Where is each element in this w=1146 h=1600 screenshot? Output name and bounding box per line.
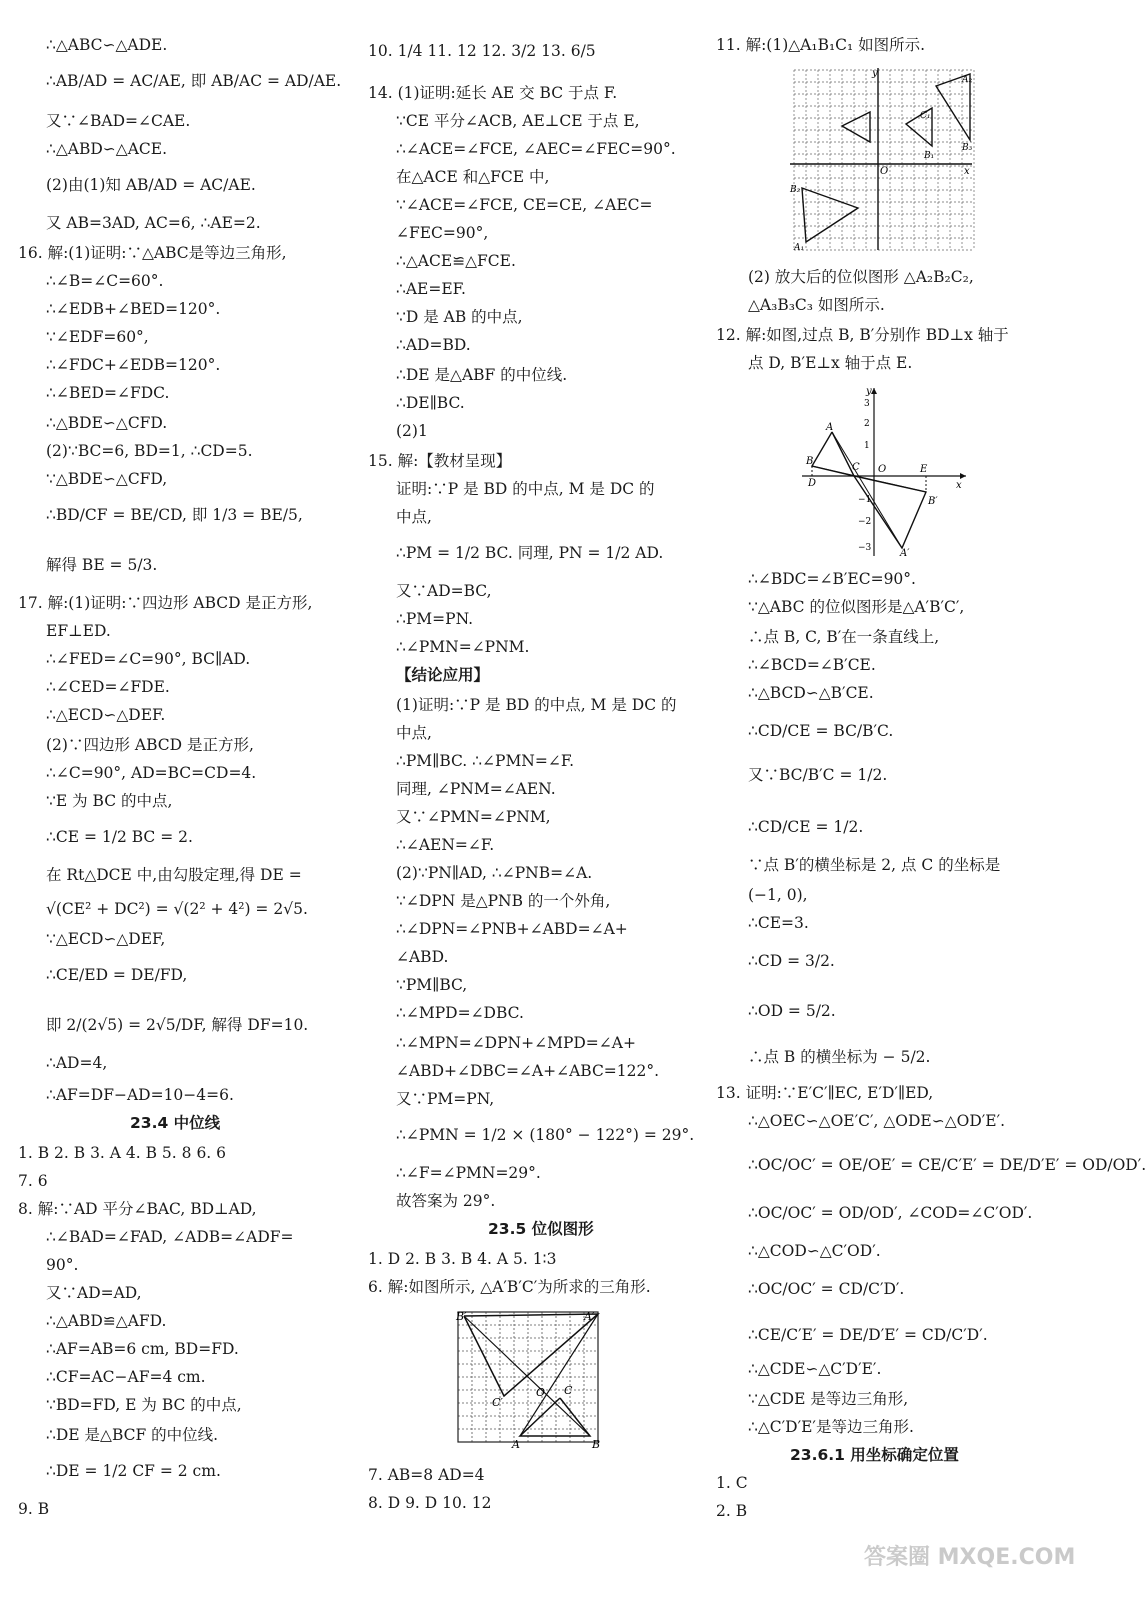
answer-line: 又∵PM=PN, [396,1090,495,1108]
answer-line: ∴∠CED=∠FDE. [46,678,170,696]
answer-line: ∴CD/CE = 1/2. [748,818,864,836]
answer-line: ∵∠EDF=60°, [46,328,149,346]
answer-line: ∠ABD+∠DBC=∠A+∠ABC=122°. [396,1062,660,1080]
answer-line: 又∵∠BAD=∠CAE. [46,112,191,130]
answer-line: ∴PM = 1/2 BC. 同理, PN = 1/2 AD. [396,544,664,562]
fig6-label: B′ [456,1310,467,1323]
answer-line: 6. 解:如图所示, △A′B′C′为所求的三角形. [368,1278,651,1296]
answer-line: ∴∠B=∠C=60°. [46,272,164,290]
fig12-label: C [852,462,860,473]
answer-line: ∴∠EDB+∠BED=120°. [46,300,221,318]
answer-line: ∴∠ACE=∠FCE, ∠AEC=∠FEC=90°. [396,140,676,158]
answer-line: ∴OC/OC′ = OD/OD′, ∠COD=∠C′OD′. [748,1204,1033,1222]
answer-line: ∴△ECD∽△DEF. [46,706,166,724]
fig6-label: B [592,1438,601,1451]
fig6-label: O [536,1386,546,1399]
triangle-a-prime-b-prime-c-prime [464,1314,598,1396]
answer-line: ∴△ACE≌△FCE. [396,252,516,270]
section-heading: 23.5 位似图形 [488,1220,594,1238]
triangle-abc [520,1398,590,1436]
answer-line: ∵△ECD∽△DEF, [46,930,166,948]
section-heading: 23.6.1 用坐标确定位置 [790,1446,959,1464]
answer-line: ∵BD=FD, E 为 BC 的中点, [46,1396,242,1414]
answer-line: ∴∠FDC+∠EDB=120°. [46,356,221,374]
fig12-label: A [826,422,834,433]
answer-line: ∴AF=AB=6 cm, BD=FD. [46,1340,239,1358]
answer-line: ∴∠AEN=∠F. [396,836,495,854]
answer-line: 2. B [716,1502,748,1520]
answer-line: 故答案为 29°. [396,1192,496,1210]
answer-line: ∵△ABC 的位似图形是△A′B′C′, [748,598,965,616]
watermark-logo [860,1504,1076,1594]
answer-line: ∴△BCD∽△B′CE. [748,684,874,702]
figure-q12-axes [796,384,972,560]
answer-line: ∴点 B 的横坐标为 − 5/2. [748,1048,931,1066]
answer-line: ∴∠BED=∠FDC. [46,384,170,402]
answer-line: ∵PM∥BC, [396,976,468,994]
answer-line: ∴∠BDC=∠B′EC=90°. [748,570,916,588]
answer-line: ∵△BDE∽△CFD, [46,470,168,488]
answer-line: 【结论应用】 [396,666,490,684]
answer-line: EF⊥ED. [46,622,111,640]
answer-line: ∴DE 是△ABF 的中位线. [396,366,568,384]
answer-line: ∴CD/CE = BC/B′C. [748,722,894,740]
answer-line: ∴PM∥BC. ∴∠PMN=∠F. [396,752,575,770]
answer-line: ∴CD = 3/2. [748,952,835,970]
answer-line: ∵∠DPN 是△PNB 的一个外角, [396,892,611,910]
fig11-label: y [872,68,878,79]
answer-line: 1. C [716,1474,748,1492]
answer-line: ∴BD/CF = BE/CD, 即 1/3 = BE/5, [46,506,303,524]
answer-line: 16. 解:(1)证明:∵△ABC是等边三角形, [18,244,287,262]
answer-line: ∴∠DPN=∠PNB+∠ABD=∠A+ [396,920,628,938]
answer-line: ∴DE∥BC. [396,394,465,412]
answer-line: 17. 解:(1)证明:∵四边形 ABCD 是正方形, [18,594,313,612]
answer-line: ∴CE/C′E′ = DE/D′E′ = CD/C′D′. [748,1326,988,1344]
answer-line: 8. 解:∵AD 平分∠BAC, BD⊥AD, [18,1200,257,1218]
answer-line: ∴△ABD∽△ACE. [46,140,167,158]
answer-line: ∠FEC=90°, [396,224,489,242]
answer-line: ∴∠C=90°, AD=BC=CD=4. [46,764,257,782]
answer-line: ∵△CDE 是等边三角形, [748,1390,909,1408]
answer-line: 90°. [46,1256,79,1274]
answer-line: 即 2/(2√5) = 2√5/DF, 解得 DF=10. [46,1016,309,1034]
answer-line: ∵∠ACE=∠FCE, CE=CE, ∠AEC= [396,196,653,214]
answer-line: ∴OC/OC′ = CD/C′D′. [748,1280,905,1298]
fig12-label: −1 [858,495,872,505]
answer-line: (2) 放大后的位似图形 △A₂B₂C₂, [748,268,974,286]
answer-line: ∴DE = 1/2 CF = 2 cm. [46,1462,221,1480]
answer-line: 又∵BC/B′C = 1/2. [748,766,888,784]
answer-line: 又 AB=3AD, AC=6, ∴AE=2. [46,214,261,232]
answer-line: ∴△COD∽△C′OD′. [748,1242,881,1260]
answer-line: 7. 6 [18,1172,48,1190]
fig11-label: B₃ [962,143,973,153]
fig6-label: A′ [584,1310,595,1323]
answer-line: ∴CE/ED = DE/FD, [46,966,188,984]
answer-line: ∴△OEC∽△OE′C′, △ODE∽△OD′E′. [748,1112,1006,1130]
answer-line: 证明:∵P 是 BD 的中点, M 是 DC 的 [396,480,655,498]
answer-line: 15. 解:【教材呈现】 [368,452,512,470]
answer-line: 12. 解:如图,过点 B, B′分别作 BD⊥x 轴于 [716,326,1009,344]
answer-line: 中点, [396,508,432,526]
answer-line: ∴OD = 5/2. [748,1002,836,1020]
answer-line: (2)1 [396,422,428,440]
fig11-label: C₁ [920,111,931,121]
fig12-label: A′ [900,548,910,559]
answer-line: ∴AD=BD. [396,336,471,354]
answer-line: 7. AB=8 AD=4 [368,1466,485,1484]
answer-line: ∴CE=3. [748,914,809,932]
section-heading: 23.4 中位线 [130,1114,221,1132]
fig12-label: E [920,464,928,475]
answer-line: (2)∵BC=6, BD=1, ∴CD=5. [46,442,253,460]
answer-line: ∴AD=4, [46,1054,108,1072]
fig12-label: O [878,464,887,475]
answer-line: 中点, [396,724,432,742]
answer-line: 点 D, B′E⊥x 轴于点 E. [748,354,913,372]
answer-line: 1. D 2. B 3. B 4. A 5. 1∶3 [368,1250,557,1268]
answer-line: ∠ABD. [396,948,449,966]
answer-line: 9. B [18,1500,50,1518]
fig11-label: O [880,166,889,177]
answer-line: ∵点 B′的横坐标是 2, 点 C 的坐标是 [748,856,1001,874]
answer-line: 1. B 2. B 3. A 4. B 5. 8 6. 6 [18,1144,227,1162]
answer-line: ∵CE 平分∠ACB, AE⊥CE 于点 E, [396,112,640,130]
answer-line: ∴△BDE∽△CFD. [46,414,168,432]
answer-line: 又∵AD=BC, [396,582,492,600]
answer-line: 又∵AD=AD, [46,1284,142,1302]
fig12-label: 1 [864,441,870,451]
fig12-label: −2 [858,517,872,527]
answer-line: √(CE² + DC²) = √(2² + 4²) = 2√5. [46,900,308,918]
figure-q11-coordinate-grid [786,66,976,252]
answer-line: (2)∵PN∥AD, ∴∠PNB=∠A. [396,864,593,882]
answer-line: 在△ACE 和△FCE 中, [396,168,550,186]
answer-line: ∴CF=AC−AF=4 cm. [46,1368,206,1386]
answer-line: ∴CE = 1/2 BC = 2. [46,828,193,846]
fig12-label: B′ [928,496,938,507]
fig11-label: A₁ [794,243,805,253]
answer-line: 8. D 9. D 10. 12 [368,1494,492,1512]
answer-line: ∴△CDE∽△C′D′E′. [748,1360,882,1378]
answer-line: ∴△ABD≌△AFD. [46,1312,167,1330]
fig12-label: y [866,386,872,397]
answer-line: ∴∠BCD=∠B′CE. [748,656,876,674]
triangle-abc-small [812,432,854,476]
answer-line: ∴AF=DF−AD=10−4=6. [46,1086,234,1104]
answer-line: 14. (1)证明:延长 AE 交 BC 于点 F. [368,84,618,102]
answer-line: 解得 BE = 5/3. [46,556,158,574]
answer-line: ∴△ABC∽△ADE. [46,36,168,54]
answer-line: (−1, 0), [748,886,808,904]
answer-line: (2)∵四边形 ABCD 是正方形, [46,736,254,754]
fig11-label: B₂ [790,185,801,195]
fig12-label: 2 [864,419,870,429]
answer-line: ∴AB/AD = AC/AE, 即 AB/AC = AD/AE. [46,72,342,90]
answer-line: 在 Rt△DCE 中,由勾股定理,得 DE = [46,866,302,884]
fig6-label: C′ [492,1396,503,1409]
answer-line: ∴∠PMN = 1/2 × (180° − 122°) = 29°. [396,1126,695,1144]
answer-line: 13. 证明:∵E′C′∥EC, E′D′∥ED, [716,1084,934,1102]
fig12-label: B [806,456,814,467]
watermark-text: 答案圈 MXQE.COM [864,1545,1076,1570]
answer-line: ∵D 是 AB 的中点, [396,308,523,326]
fig6-label: A [512,1438,520,1451]
answer-line: ∴OC/OC′ = OE/OE′ = CE/C′E′ = DE/D′E′ = OD/OD′. [748,1156,1146,1174]
figure-q6-homothety-grid [452,1306,612,1452]
fig12-label: 3 [864,399,870,409]
answer-line: (1)证明:∵P 是 BD 的中点, M 是 DC 的 [396,696,677,714]
fig12-label: D [808,478,817,489]
fig11-label: B₁ [924,151,935,161]
answer-line: ∴PM=PN. [396,610,474,628]
answer-line: ∴AE=EF. [396,280,466,298]
fig12-label: −3 [858,543,872,553]
answer-line: ∴点 B, C, B′在一条直线上, [748,628,940,646]
answer-line: ∴∠FED=∠C=90°, BC∥AD. [46,650,251,668]
fig11-label: A₂ [962,75,973,85]
answer-line: ∴∠MPD=∠DBC. [396,1004,524,1022]
answer-line: 同理, ∠PNM=∠AEN. [396,780,556,798]
answer-line: ∴DE 是△BCF 的中位线. [46,1426,219,1444]
answer-line: ∴∠F=∠PMN=29°. [396,1164,541,1182]
answer-line: 10. 1/4 11. 12 12. 3/2 13. 6/5 [368,42,596,60]
answer-line: 又∵∠PMN=∠PNM, [396,808,551,826]
answer-line: 11. 解:(1)△A₁B₁C₁ 如图所示. [716,36,926,54]
answer-line: ∴△C′D′E′是等边三角形. [748,1418,914,1436]
answer-line: △A₃B₃C₃ 如图所示. [748,296,885,314]
answer-line: ∴∠PMN=∠PNM. [396,638,530,656]
fig12-label: x [956,480,962,491]
answer-line: ∴∠MPN=∠DPN+∠MPD=∠A+ [396,1034,636,1052]
fig11-label: x [964,166,970,177]
answer-line: ∵E 为 BC 的中点, [46,792,173,810]
fig6-label: C [564,1384,573,1397]
answer-line: ∴∠BAD=∠FAD, ∠ADB=∠ADF= [46,1228,294,1246]
answer-line: (2)由(1)知 AB/AD = AC/AE. [46,176,256,194]
